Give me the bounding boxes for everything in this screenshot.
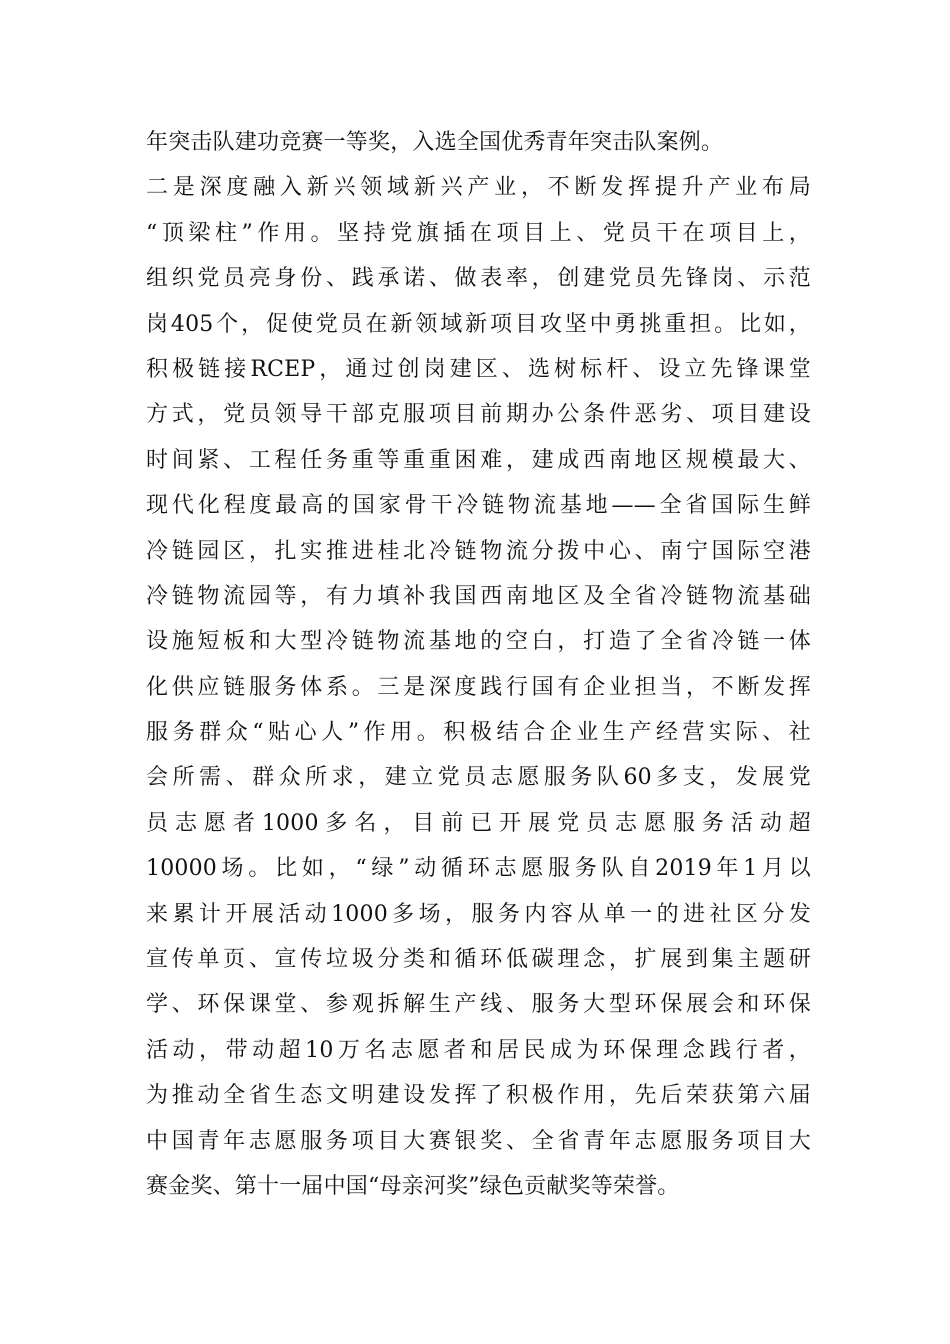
text-line: 中国青年志愿服务项目大赛银奖、全省青年志愿服务项目大	[146, 1128, 811, 1154]
text-line: 10000场。比如，“绿”动循环志愿服务队自2019年1月以	[146, 856, 811, 882]
text-line: 来累计开展活动1000多场，服务内容从单一的进社区分发	[146, 901, 811, 927]
text-line: 赛金奖、第十一届中国“母亲河奖”绿色贡献奖等荣誉。	[146, 1173, 680, 1199]
text-line: 设施短板和大型冷链物流基地的空白，打造了全省冷链一体	[146, 629, 811, 655]
text-line: 员志愿者1000多名，目前已开展党员志愿服务活动超	[146, 810, 811, 836]
text-line: 服务群众“贴心人”作用。积极结合企业生产经营实际、社	[146, 720, 811, 746]
text-line: 宣传单页、宣传垃圾分类和循环低碳理念，扩展到集主题研	[146, 947, 811, 973]
text-line: 组织党员亮身份、践承诺、做表率，创建党员先锋岗、示范	[146, 266, 811, 292]
text-line: 岗405个，促使党员在新领域新项目攻坚中勇挑重担。比如，	[146, 311, 811, 337]
text-line: 二是深度融入新兴领域新兴产业，不断发挥提升产业布局	[146, 175, 811, 201]
text-line: 冷链园区，扎实推进桂北冷链物流分拨中心、南宁国际空港	[146, 538, 811, 564]
text-line: 冷链物流园等，有力填补我国西南地区及全省冷链物流基础	[146, 583, 811, 609]
text-line: 学、环保课堂、参观拆解生产线、服务大型环保展会和环保	[146, 992, 811, 1018]
text-line: 方式，党员领导干部克服项目前期办公条件恶劣、项目建设	[146, 402, 811, 428]
text-line: 年突击队建功竞赛一等奖，入选全国优秀青年突击队案例。	[146, 130, 724, 155]
text-line: 活动，带动超10万名志愿者和居民成为环保理念践行者，	[146, 1037, 811, 1063]
text-line: 会所需、群众所求，建立党员志愿服务队60多支，发展党	[146, 765, 811, 791]
text-line: “顶梁柱”作用。坚持党旗插在项目上、党员干在项目上，	[146, 220, 811, 246]
text-line: 现代化程度最高的国家骨干冷链物流基地——全省国际生鲜	[146, 493, 811, 519]
text-line: 化供应链服务体系。三是深度践行国有企业担当，不断发挥	[146, 674, 811, 700]
text-line: 积极链接RCEP，通过创岗建区、选树标杆、设立先锋课堂	[146, 356, 811, 382]
body-paragraph	[146, 120, 811, 1209]
text-line: 为推动全省生态文明建设发挥了积极作用，先后荣获第六届	[146, 1083, 811, 1109]
text-line: 时间紧、工程任务重等重重困难，建成西南地区规模最大、	[146, 447, 811, 473]
